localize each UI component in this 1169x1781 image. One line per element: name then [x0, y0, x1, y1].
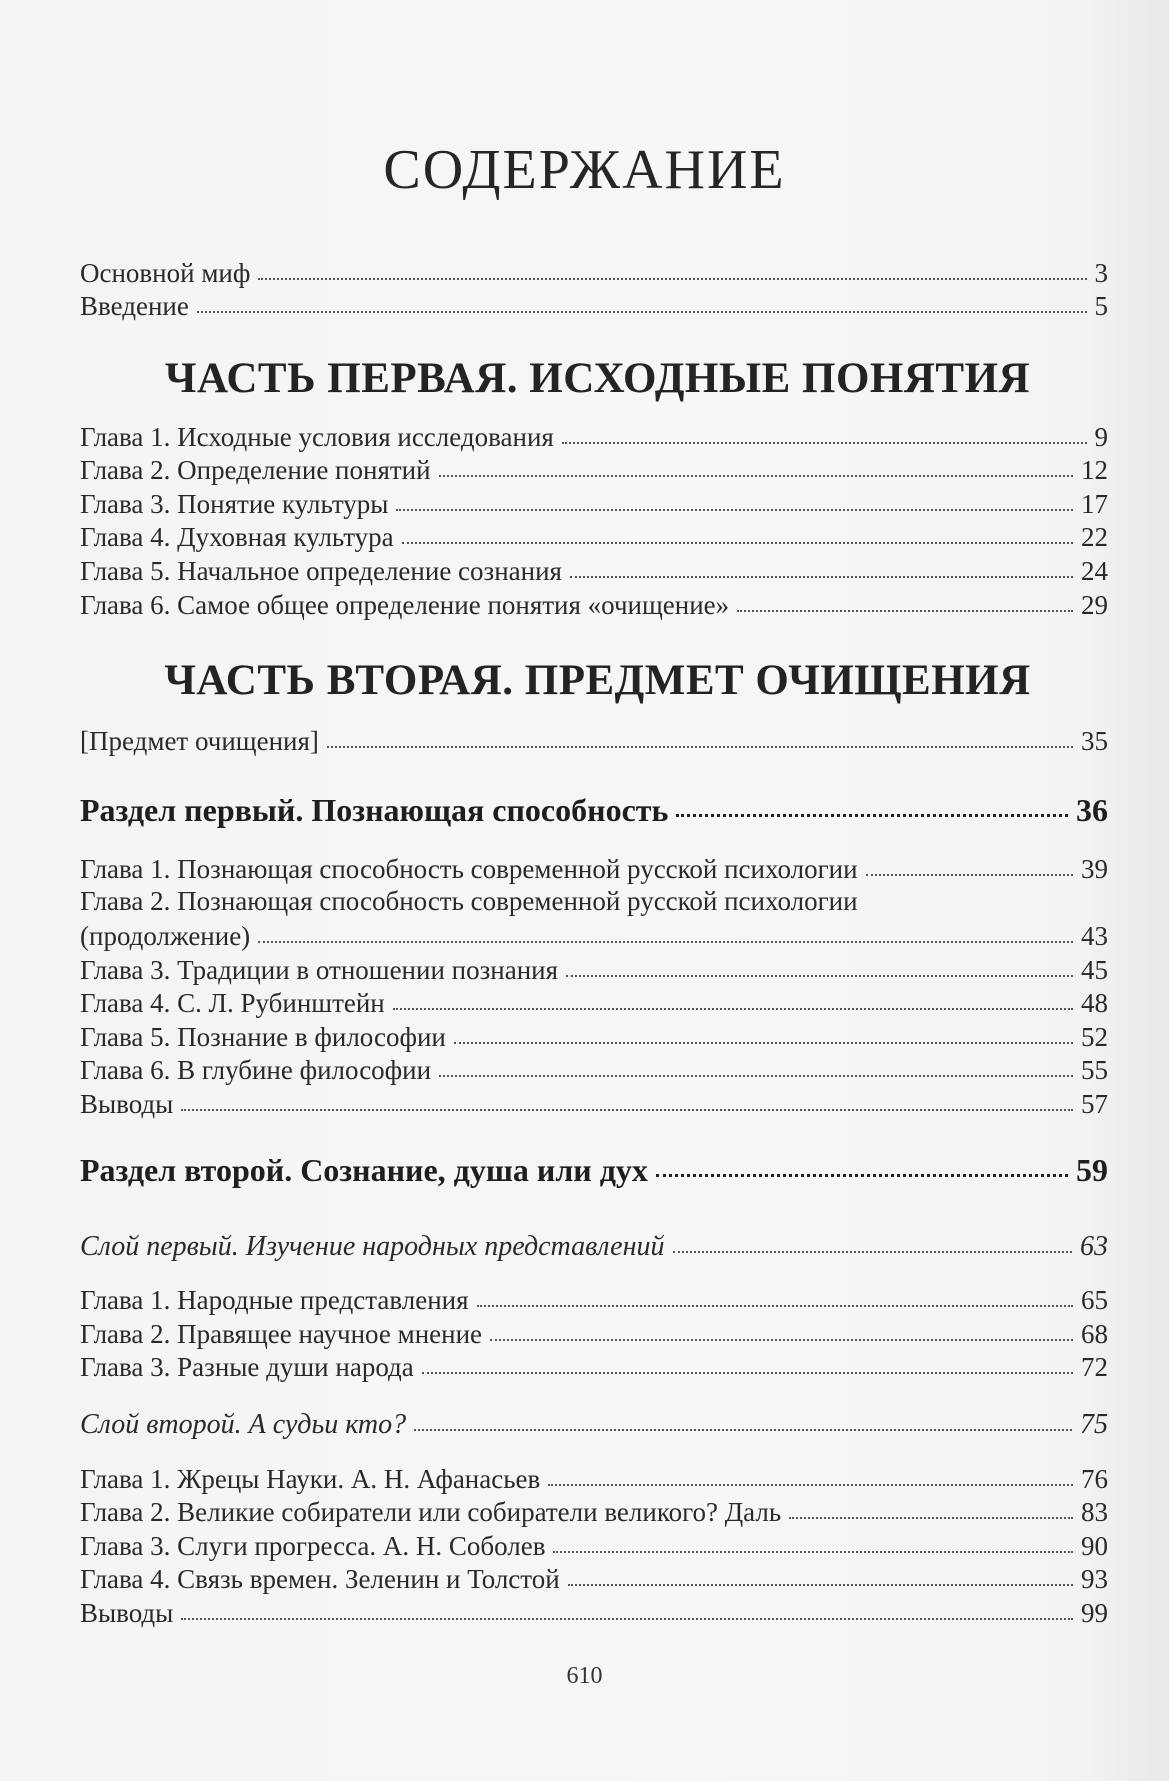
toc-entry-label: Введение — [80, 291, 189, 321]
toc-entry-label: Глава 2. Правящее научное мнение — [80, 1319, 483, 1349]
toc-entry — [80, 921, 1108, 952]
dot-leader — [439, 475, 1073, 477]
toc-entry — [80, 422, 1108, 453]
part-heading: ЧАСТЬ ПЕРВАЯ. ИСХОДНЫЕ ПОНЯТИЯ — [164, 355, 1031, 402]
toc-entry-page: 90 — [1081, 1531, 1108, 1561]
toc-entry — [80, 1285, 1108, 1316]
toc-entry — [80, 522, 1108, 553]
toc-entry-label: Глава 3. Традиции в отношении познания — [80, 955, 559, 985]
toc-entry — [80, 590, 1108, 621]
layer-page: 63 — [1080, 1231, 1108, 1262]
dot-leader — [181, 1109, 1073, 1111]
toc-entry-page: 12 — [1081, 455, 1108, 485]
page-title: СОДЕРЖАНИЕ — [383, 139, 786, 201]
toc-entry-label: Глава 4. Духовная культура — [80, 522, 394, 552]
dot-leader — [676, 814, 1068, 817]
toc-entry-label: Глава 6. Самое общее определение понятия «очищение» — [80, 590, 730, 620]
page-number: 610 — [566, 1663, 603, 1689]
toc-entry-label: Глава 5. Начальное определение сознания — [80, 556, 562, 586]
toc-entry — [80, 726, 1108, 757]
toc-entry-label: Выводы — [80, 1598, 174, 1628]
dot-leader — [258, 278, 1086, 280]
section-entry — [80, 1152, 1108, 1189]
toc-entry-label: (продолжение) — [80, 921, 251, 951]
toc-entry — [80, 1319, 1108, 1350]
toc-entry — [80, 854, 1108, 885]
dot-leader — [396, 509, 1073, 511]
section-label: Раздел второй. Сознание, душа или дух — [80, 1152, 648, 1188]
toc-entry — [80, 988, 1108, 1019]
toc-entry-page: 72 — [1081, 1352, 1108, 1382]
toc-entry-label: Глава 3. Понятие культуры — [80, 489, 389, 519]
toc-entry-page: 29 — [1081, 590, 1108, 620]
section-label: Раздел первый. Познающая способность — [80, 792, 669, 828]
toc-entry-label: Глава 3. Слуги прогресса. А. Н. Соболев — [80, 1531, 546, 1561]
section-entry — [80, 792, 1108, 829]
section-page: 36 — [1076, 792, 1108, 828]
dot-leader — [258, 941, 1073, 943]
dot-leader — [737, 610, 1073, 612]
toc-entry-label: Глава 4. С. Л. Рубинштейн — [80, 988, 385, 1018]
toc-entry-page: 76 — [1081, 1464, 1108, 1494]
toc-entry-page: 22 — [1081, 522, 1108, 552]
dot-leader — [570, 576, 1073, 578]
dot-leader — [197, 311, 1087, 313]
dot-leader — [414, 1429, 1072, 1431]
toc-entry-page: 68 — [1081, 1319, 1108, 1349]
toc-entry-page: 35 — [1081, 726, 1108, 756]
toc-entry-label: Основной миф — [80, 258, 251, 288]
toc-entry-page: 39 — [1081, 854, 1108, 884]
dot-leader — [553, 1551, 1073, 1553]
toc-entry-label: Глава 5. Познание в философии — [80, 1022, 446, 1052]
layer-label: Слой первый. Изучение народных представлений — [80, 1231, 665, 1262]
toc-entry-label: Глава 3. Разные души народа — [80, 1352, 414, 1382]
dot-leader — [327, 746, 1073, 748]
layer-label: Слой второй. А судьи кто? — [80, 1409, 407, 1440]
toc-entry — [80, 1497, 1108, 1528]
toc-entry-page: 48 — [1081, 988, 1108, 1018]
toc-entry-page: 24 — [1081, 556, 1108, 586]
dot-leader — [548, 1484, 1073, 1486]
toc-entry-label: Глава 2. Познающая способность современной русской психологии — [80, 886, 858, 916]
toc-entry-page: 55 — [1081, 1055, 1108, 1085]
toc-entry — [80, 1089, 1108, 1120]
toc-entry — [80, 556, 1108, 587]
toc-entry-page: 65 — [1081, 1285, 1108, 1315]
dot-leader — [673, 1251, 1073, 1253]
toc-entry — [80, 291, 1108, 322]
toc-entry-label: Глава 2. Определение понятий — [80, 455, 431, 485]
toc-entry-label: [Предмет очищения] — [80, 726, 319, 756]
toc-entry-page: 93 — [1081, 1564, 1108, 1594]
toc-entry-page: 45 — [1081, 955, 1108, 985]
dot-leader — [439, 1075, 1073, 1077]
dot-leader — [568, 1584, 1073, 1586]
dot-leader — [789, 1517, 1073, 1519]
toc-entry-label: Глава 1. Познающая способность современной русской психологии — [80, 854, 858, 884]
dot-leader — [562, 442, 1087, 444]
toc-entry-label: Глава 6. В глубине философии — [80, 1055, 432, 1085]
layer-page: 75 — [1080, 1409, 1108, 1440]
toc-entry-label: Выводы — [80, 1089, 174, 1119]
toc-entry — [80, 1564, 1108, 1595]
toc-entry-page: 57 — [1081, 1089, 1108, 1119]
dot-leader — [422, 1372, 1073, 1374]
dot-leader — [656, 1174, 1068, 1177]
toc-entry-page: 43 — [1081, 921, 1108, 951]
toc-entry-label: Глава 1. Исходные условия исследования — [80, 422, 554, 452]
toc-entry-label: Глава 1. Жрецы Науки. А. Н. Афанасьев — [80, 1464, 541, 1494]
toc-entry-label: Глава 2. Великие собиратели или собиратели великого? Даль — [80, 1497, 782, 1527]
toc-entry-page: 17 — [1081, 489, 1108, 519]
toc-entry — [80, 1022, 1108, 1053]
toc-entry-label: Глава 4. Связь времен. Зеленин и Толстой — [80, 1564, 560, 1594]
toc-entry — [80, 955, 1108, 986]
toc-entry — [80, 258, 1108, 289]
dot-leader — [402, 542, 1073, 544]
toc-entry — [80, 1352, 1108, 1383]
dot-leader — [866, 874, 1073, 876]
toc-entry-label: Глава 1. Народные представления — [80, 1285, 469, 1315]
section-page: 59 — [1076, 1152, 1108, 1188]
toc-entry-page: 99 — [1081, 1598, 1108, 1628]
toc-entry — [80, 1531, 1108, 1562]
toc-entry-page: 52 — [1081, 1022, 1108, 1052]
toc-entry — [80, 1464, 1108, 1495]
dot-leader — [454, 1042, 1073, 1044]
dot-leader — [477, 1305, 1073, 1307]
toc-entry — [80, 1055, 1108, 1086]
dot-leader — [393, 1008, 1073, 1010]
toc-entry — [80, 1598, 1108, 1629]
part-heading: ЧАСТЬ ВТОРАЯ. ПРЕДМЕТ ОЧИЩЕНИЯ — [164, 657, 1031, 704]
toc-entry — [80, 455, 1108, 486]
toc-entry — [80, 489, 1108, 520]
toc-entry-page: 83 — [1081, 1497, 1108, 1527]
dot-leader — [181, 1618, 1073, 1620]
dot-leader — [490, 1339, 1073, 1341]
toc-entry-page: 9 — [1094, 422, 1108, 452]
toc-entry-page: 5 — [1094, 291, 1108, 321]
layer-entry — [80, 1409, 1108, 1441]
dot-leader — [566, 975, 1073, 977]
layer-entry — [80, 1231, 1108, 1263]
toc-entry-page: 3 — [1094, 258, 1108, 288]
